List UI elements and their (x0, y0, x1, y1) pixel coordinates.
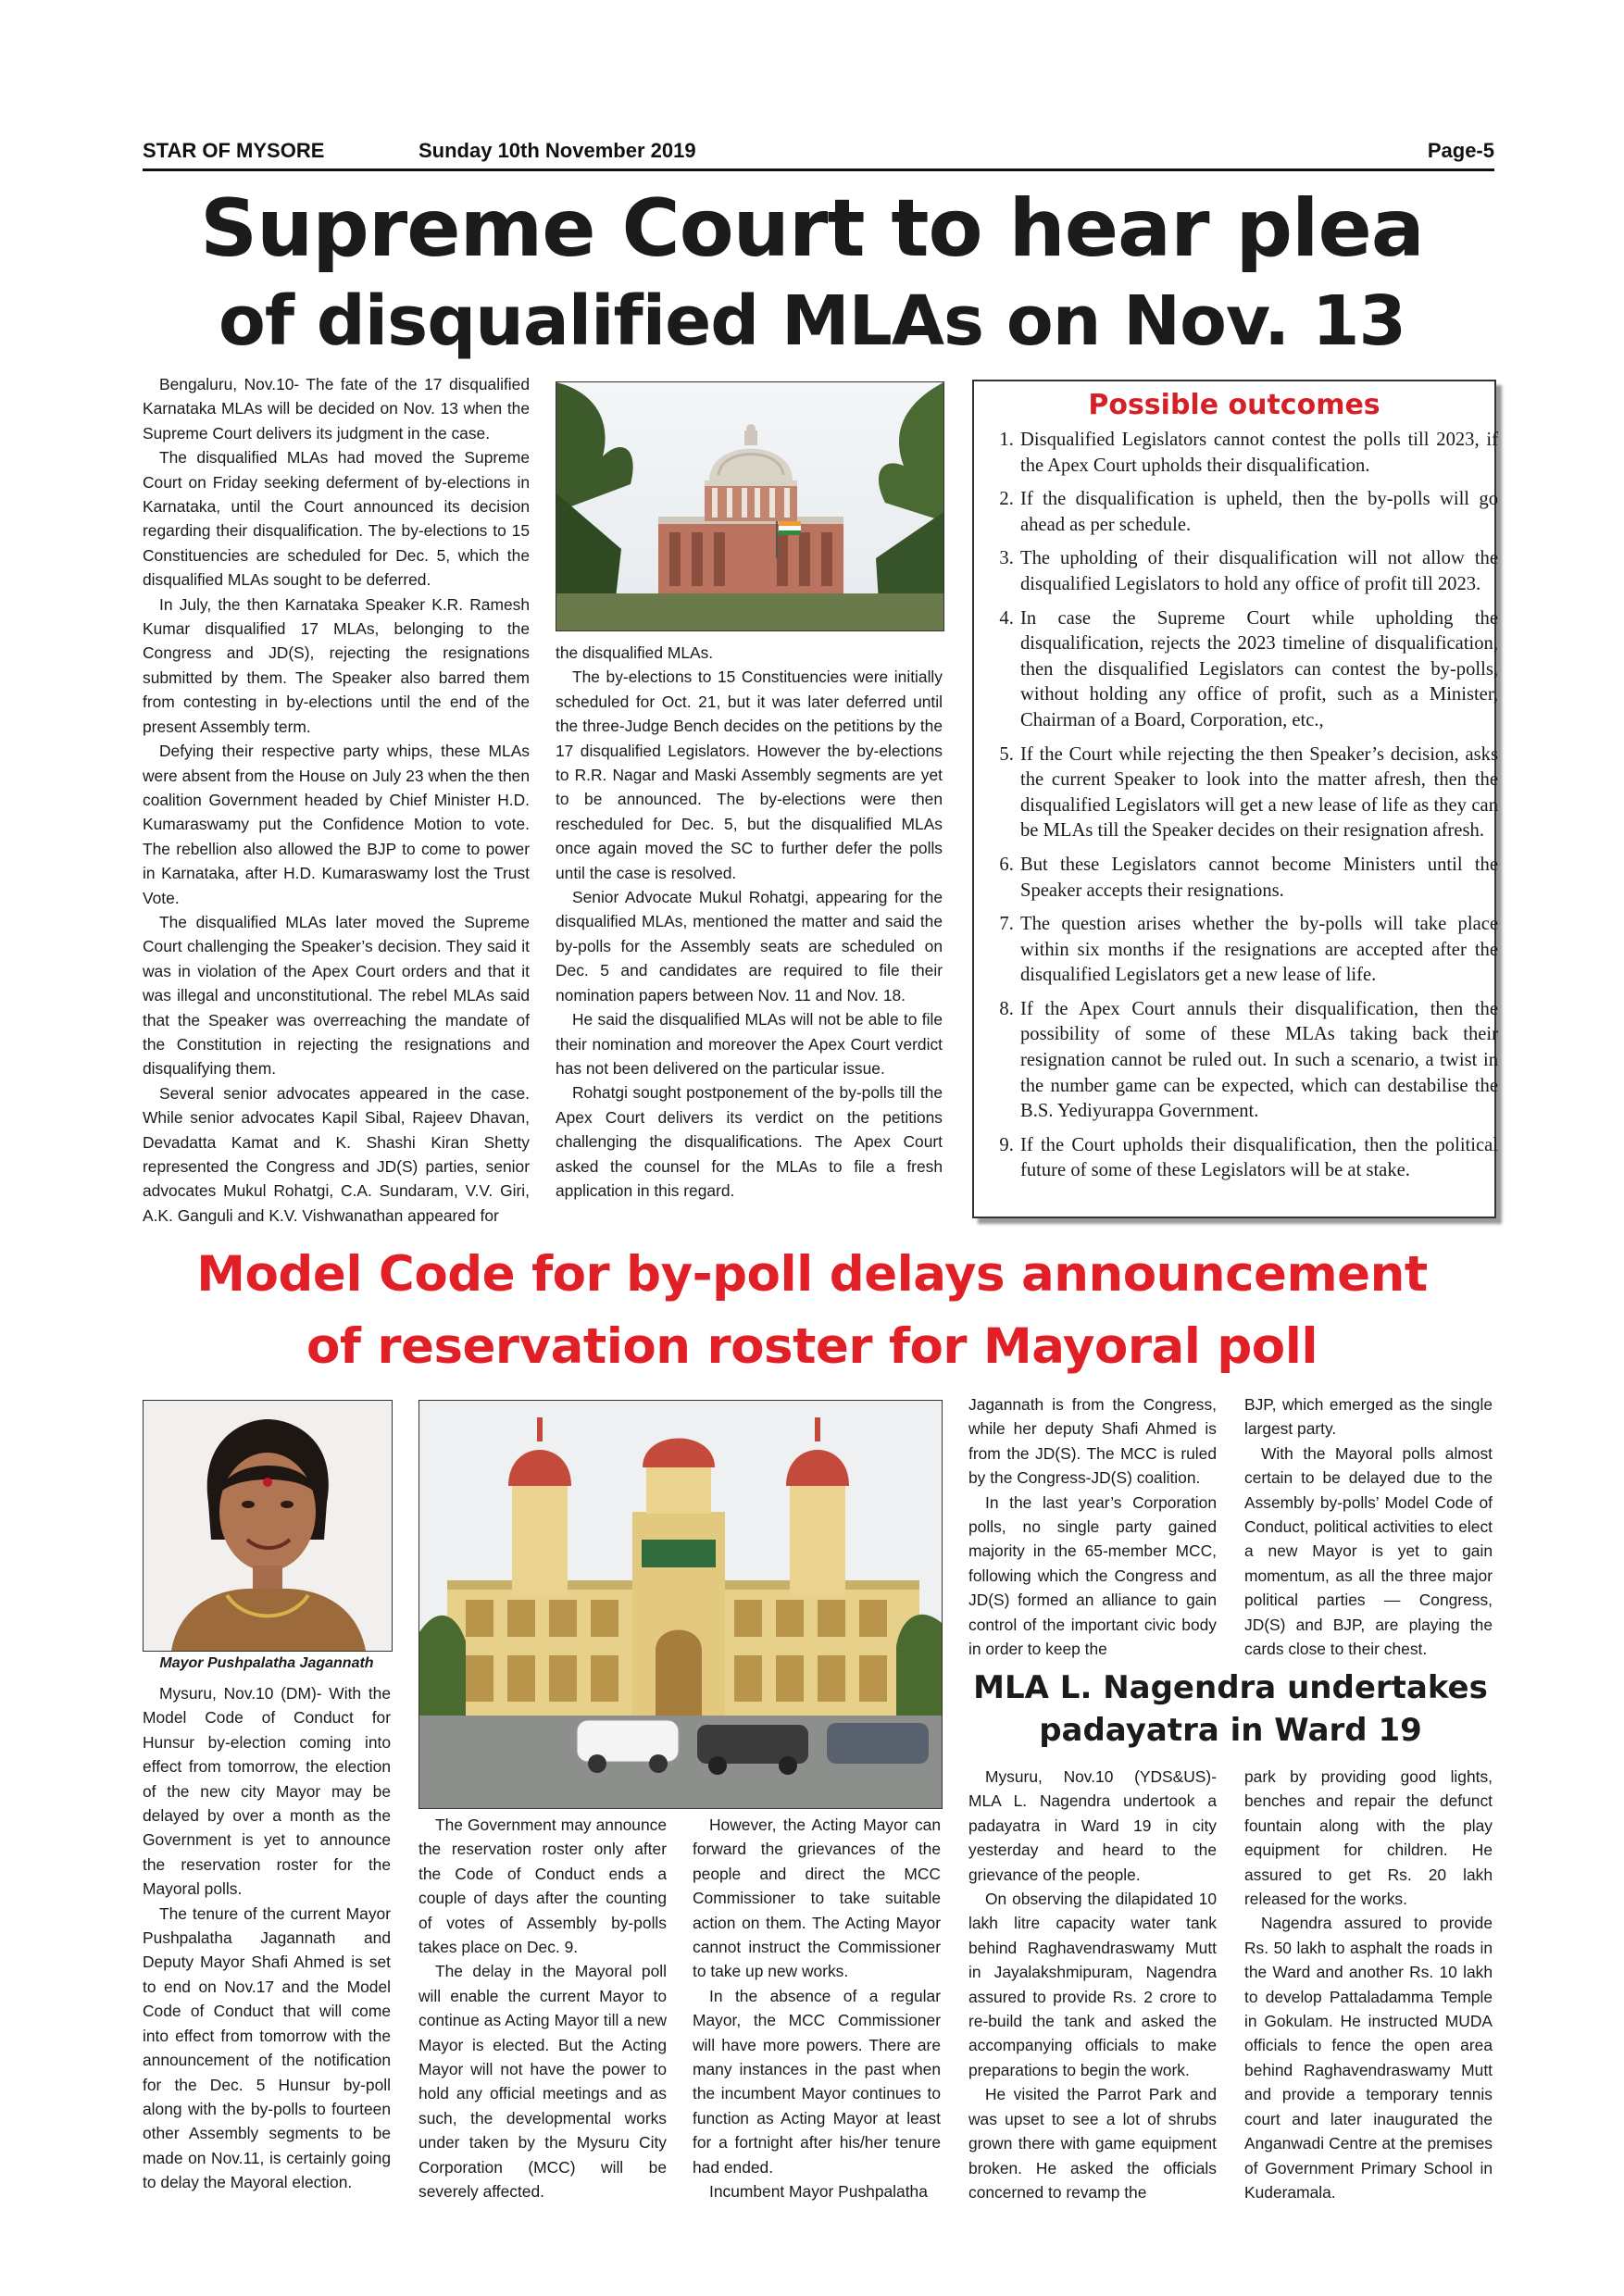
supreme-court-illustration (556, 382, 943, 630)
paragraph: Rohatgi sought postponement of the by-polls till the Apex Court delivers its verdict on the petitions challenging the disqualifications. The Apex Court asked the counsel for the MLAs to file a fresh application in this regard. (556, 1083, 943, 1200)
story1-column-2 (556, 641, 943, 1203)
paragraph: In July, the then Karnataka Speaker K.R. Ramesh Kumar disqualified 17 MLAs, belonging to the Congress and JD(S), rejecting the resignations submitted by them. The Speaker also barred them from contesting in by-elections until the end of the present Assembly term. (143, 594, 530, 736)
story2-column-2 (418, 1813, 667, 2204)
outcomes-title: Possible outcomes (1088, 389, 1380, 421)
paragraph: Senior Advocate Mukul Rohatgi, appearing for the disqualified MLAs, mentioned the matter and said the by-polls for the Assembly seats are scheduled on Dec. 5 and candidates are required to file their nomination papers between Nov. 11 and Nov. 18. (556, 888, 943, 1004)
paragraph: The delay in the Mayoral poll will enable the current Mayor to continue as Acting Mayor till a new Mayor is elected. But the Acting Mayor will not have the power to hold any official meetings and as such, the developmental works under taken by the Mysuru City Corporation (MCC) will be severely affected. (418, 1962, 667, 2202)
paragraph: BJP, which emerged as the single largest party. (1244, 1395, 1493, 1439)
story2-column-3 (693, 1813, 941, 2204)
issue-date: Sunday 10th November 2019 (418, 139, 696, 162)
outcome-item: 8. If the Apex Court annuls their disqualification, then the possibility of some of these MLAs taking back their resignation cannot be ruled out. In such a scenario, a twist in the number game can be expected, which can destabilise the B.S. Yediyurappa Government. (1018, 997, 1498, 1125)
headline-3-line-1: MLA L. Nagendra undertakes (973, 1669, 1488, 1706)
outcome-item: 9. If the Court upholds their disqualification, then the political future of some of these Legislators will be at stake. (1018, 1133, 1498, 1184)
paragraph: The by-elections to 15 Constituencies were initially scheduled for Oct. 21, but it was later deferred until the three-Judge Bench decides on the petitions by the 17 disqualified Legislators. However the by-elections to R.R. Nagar and Maski Assembly segments are yet to be announced. The by-elections were then rescheduled for Dec. 5, but the disqualified MLAs once again moved the SC to further defer the polls until the case is resolved. (556, 668, 943, 882)
paragraph: However, the Acting Mayor can forward the grievances of the people and direct the MCC Commissioner to take suitable action on them. The Acting Mayor cannot instruct the Commissioner to take up new works. (693, 1816, 941, 1981)
mcc-building-photo (418, 1400, 943, 1809)
outcome-item: 3. The upholding of their disqualification will not allow the disqualified Legislators to hold any office of profit till 2023. (1018, 546, 1498, 597)
paragraph: Incumbent Mayor Pushpalatha (709, 2182, 928, 2202)
paragraph: The Government may announce the reservation roster only after the Code of Conduct ends a couple of days after the counting of votes of Assembly by-polls takes place on Dec. 9. (418, 1816, 667, 1957)
headline-1-line-1: Supreme Court to hear plea (200, 182, 1424, 275)
story2-column-4 (968, 1392, 1217, 1661)
possible-outcomes-box (972, 380, 1496, 1218)
mayor-photo (143, 1400, 393, 1652)
story2-column-1 (143, 1681, 391, 2195)
story1-column-1 (143, 372, 530, 1228)
headline-3-line-2: padayatra in Ward 19 (1039, 1712, 1422, 1749)
paragraph: On observing the dilapidated 10 lakh litre capacity water tank behind Raghavendraswamy Mutt in Jayalakshmipuram, Nagendra assured to provide Rs. 2 crore to re-build the tank and asked the accompanying officials to make preparations to begin the work. (968, 1890, 1217, 2079)
supreme-court-photo (556, 381, 944, 631)
mayor-photo-caption: Mayor Pushpalatha Jagannath (159, 1655, 374, 1671)
page-number: Page-5 (1427, 139, 1494, 162)
paragraph: In the absence of a regular Mayor, the MCC Commissioner will have more powers. There are many instances in the past when the incumbent Mayor continues to function as Acting Mayor at least for a fortnight after his/her tenure had ended. (693, 1986, 941, 2177)
paragraph: Nagendra assured to provide Rs. 50 lakh to asphalt the roads in the Ward and another Rs. 10 lakh to develop Pattaladamma Temple in Gokulam. He instructed MUDA officials to fence the open area behind Raghavendraswamy Mutt and provide a temporary tennis court and later inaugurated the Anganwadi Centre at the premises of Government Primary School in Kuderamala. (1244, 1914, 1493, 2202)
paragraph: Mysuru, Nov.10 (YDS&US)- MLA L. Nagendra undertook a padayatra in Ward 19 in city yesterday and heard to the grievance of the people. (968, 1767, 1217, 1884)
outcome-item: 7. The question arises whether the by-polls will take place within six months if the resignations are accepted after the disqualified Legislators get a new lease of life. (1018, 912, 1498, 989)
headline-2-line-1: Model Code for by-poll delays announcement (196, 1246, 1428, 1303)
paragraph: The disqualified MLAs had moved the Supreme Court on Friday seeking deferment of by-elections in Karnataka, until the Court announced its decision regarding their disqualification. The by-elections to 15 Constituencies are scheduled for Dec. 5, which the disqualified MLAs sought to be deferred. (143, 448, 530, 590)
paragraph: The tenure of the current Mayor Pushpalatha Jagannath and Deputy Mayor Shafi Ahmed is set to end on Nov.17 and the Model Code of Conduct that will come into effect from tomorrow with the announcement of the notification for the Dec. 5 Hunsur by-poll along with the by-polls to fourteen other Assembly segments to be made on Nov.11, is certainly going to delay the Mayoral election. (143, 1903, 391, 2192)
paragraph: Several senior advocates appeared in the case. While senior advocates Kapil Sibal, Rajeev Dhavan, Devadatta Kamat and K. Shashi Kiran Shetty represented the Congress and JD(S) parties, senior advocates Mukul Rohatgi, C.A. Sundaram, V.V. Giri, A.K. Ganguli and K.V. Vishwanathan appeared for (143, 1083, 530, 1225)
paragraph: He said the disqualified MLAs will not be able to file their nomination and moreover the Apex Court verdict has not been delivered on the particular issue. (556, 1010, 943, 1078)
paragraph: park by providing good lights, benches and repair the defunct fountain along with the play equipment for children. He assured to get Rs. 20 lakh released for the works. (1244, 1767, 1493, 1909)
paper-name: STAR OF MYSORE (143, 139, 325, 162)
story2-column-5 (1244, 1392, 1493, 1661)
headline-1-line-2: of disqualified MLAs on Nov. 13 (219, 281, 1405, 361)
story3-column-2 (1244, 1765, 1493, 2204)
paragraph: the disqualified MLAs. (556, 643, 714, 662)
mayor-portrait-illustration (144, 1401, 392, 1651)
paragraph: Defying their respective party whips, these MLAs were absent from the House on July 23 when the then coalition Government headed by Chief Minister H.D. Kumaraswamy put the Confidence Motion to vote. The rebellion also allowed the BJP to come to power in Karnataka, after H.D. Kumaraswamy lost the Trust Vote. (143, 742, 530, 907)
paragraph: Bengaluru, Nov.10- The fate of the 17 disqualified Karnataka MLAs will be decided on Nov. 13 when the Supreme Court delivers its judgment in the case. (143, 375, 530, 443)
masthead (143, 137, 1494, 171)
paragraph: The disqualified MLAs later moved the Supreme Court challenging the Speaker’s decision. They said it was in violation of the Apex Court orders and that it was illegal and unconstitutional. The rebel MLAs said that the Speaker was overreaching the mandate of the Constitution in rejecting the resignations and disqualifying them. (143, 912, 530, 1079)
outcome-item: 5. If the Court while rejecting the then Speaker’s decision, asks the current Speaker to look into the matter afresh, then the disqualified Legislators will get a new lease of life as they can be MLAs till the Speaker decides on their resignation afresh. (1018, 742, 1498, 844)
outcome-item: 1. Disqualified Legislators cannot contest the polls till 2023, if the Apex Court upholds their disqualification. (1018, 428, 1498, 479)
paragraph: In the last year’s Corporation polls, no single party gained majority in the 65-member MCC, following which the Congress and JD(S) formed an alliance to gain control of the important civic body in order to keep the (968, 1492, 1217, 1659)
outcome-item: 2. If the disqualification is upheld, then the by-polls will go ahead as per schedule. (1018, 487, 1498, 538)
headline-2-line-2: of reservation roster for Mayoral poll (306, 1318, 1318, 1375)
story3-column-1 (968, 1765, 1217, 2204)
paragraph: He visited the Parrot Park and was upset to see a lot of shrubs grown there with game equipment broken. He asked the officials concerned to revamp the (968, 2085, 1217, 2202)
outcomes-list (993, 428, 1498, 1192)
paragraph: Jagannath is from the Congress, while her deputy Shafi Ahmed is from the JD(S). The MCC is ruled by the Congress-JD(S) coalition. (968, 1395, 1217, 1488)
paragraph: With the Mayoral polls almost certain to be delayed due to the Assembly by-polls’ Model Code of Conduct, political activities to elect a new Mayor is yet to gain momentum, as all the three major political parties — Congress, JD(S) and BJP, are playing the cards close to their chest. (1244, 1443, 1493, 1659)
mcc-building-illustration (419, 1401, 942, 1808)
paragraph: Mysuru, Nov.10 (DM)- With the Model Code of Conduct for Hunsur by-election coming into effect from tomorrow, the election of the new city Mayor may be delayed by over a month as the Government is yet to announce the reservation roster for the Mayoral polls. (143, 1684, 391, 1899)
outcome-item: 4. In case the Supreme Court while upholding the disqualification, rejects the 2023 timeline of disqualification, then the disqualified Legislators can contest the by-polls, without holding any office of profit, such as a Minister, Chairman of a Board, Corporation, etc., (1018, 606, 1498, 734)
outcome-item: 6. But these Legislators cannot become Ministers until the Speaker accepts their resignations. (1018, 853, 1498, 904)
